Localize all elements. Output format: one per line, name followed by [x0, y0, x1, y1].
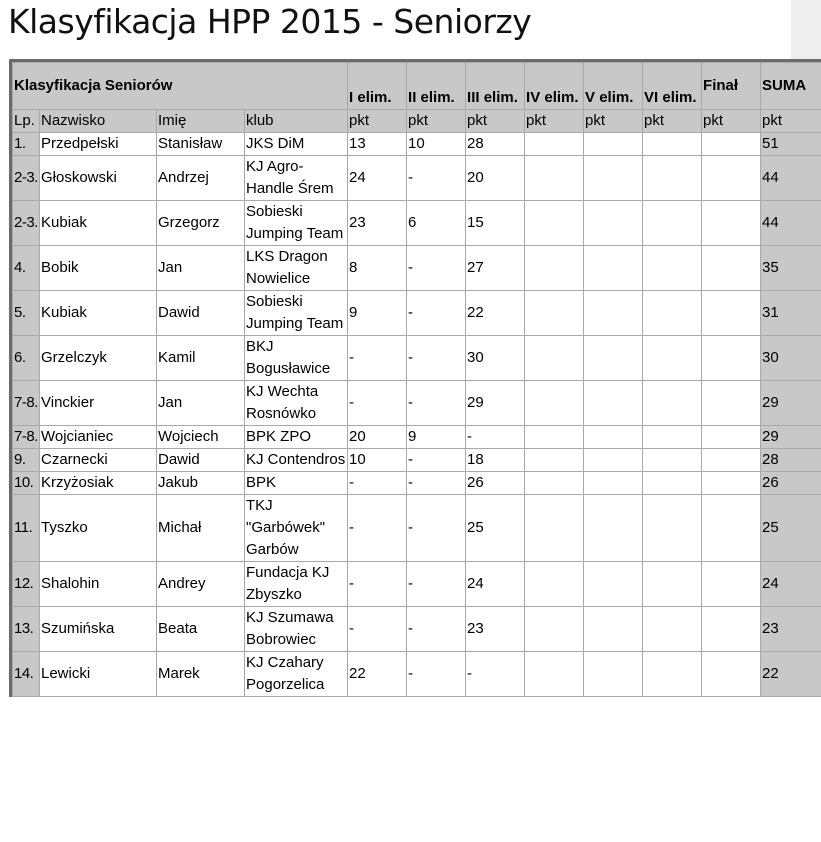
- subheader-imie: Imię: [157, 110, 245, 133]
- cell-final: [702, 652, 761, 697]
- cell-e3: 27: [466, 246, 525, 291]
- cell-klub: LKS Dragon Nowielice: [245, 246, 348, 291]
- cell-final: [702, 156, 761, 201]
- cell-e4: [525, 246, 584, 291]
- cell-e2: -: [407, 652, 466, 697]
- cell-e5: [584, 381, 643, 426]
- classification-table-wrapper: [9, 59, 821, 697]
- cell-e2: 10: [407, 133, 466, 156]
- cell-final: [702, 291, 761, 336]
- table-row: [13, 562, 821, 607]
- cell-e1: 9: [348, 291, 407, 336]
- cell-klub: KJ Czahary Pogorzelica: [245, 652, 348, 697]
- cell-lp: 13.: [13, 607, 40, 652]
- cell-final: [702, 133, 761, 156]
- cell-imie: Michał: [157, 495, 245, 562]
- cell-e1: -: [348, 562, 407, 607]
- col-header-e2: II elim.: [407, 63, 466, 110]
- cell-e4: [525, 652, 584, 697]
- cell-lp: 7-8.: [13, 381, 40, 426]
- col-header-e1: I elim.: [348, 63, 407, 110]
- col-header-e3: III elim.: [466, 63, 525, 110]
- cell-e3: 28: [466, 133, 525, 156]
- cell-e1: -: [348, 336, 407, 381]
- cell-e4: [525, 336, 584, 381]
- cell-imie: Grzegorz: [157, 201, 245, 246]
- cell-klub: BKJ Bogusławice: [245, 336, 348, 381]
- cell-lp: 14.: [13, 652, 40, 697]
- cell-imie: Andrzej: [157, 156, 245, 201]
- cell-e4: [525, 133, 584, 156]
- cell-e2: -: [407, 607, 466, 652]
- cell-lp: 9.: [13, 449, 40, 472]
- cell-nazwisko: Vinckier: [40, 381, 157, 426]
- table-row: [13, 246, 821, 291]
- cell-lp: 5.: [13, 291, 40, 336]
- col-header-e6: VI elim.: [643, 63, 702, 110]
- cell-e5: [584, 607, 643, 652]
- cell-e6: [643, 133, 702, 156]
- cell-suma: 26: [761, 472, 821, 495]
- cell-klub: BPK: [245, 472, 348, 495]
- cell-e5: [584, 495, 643, 562]
- subheader-pkt: pkt: [761, 110, 821, 133]
- cell-e5: [584, 562, 643, 607]
- cell-lp: 11.: [13, 495, 40, 562]
- cell-e3: -: [466, 652, 525, 697]
- cell-e5: [584, 336, 643, 381]
- cell-lp: 6.: [13, 336, 40, 381]
- header-row: [13, 63, 821, 110]
- cell-klub: Sobieski Jumping Team: [245, 291, 348, 336]
- cell-e1: 23: [348, 201, 407, 246]
- table-row: [13, 291, 821, 336]
- cell-nazwisko: Głoskowski: [40, 156, 157, 201]
- cell-nazwisko: Kubiak: [40, 201, 157, 246]
- cell-e6: [643, 495, 702, 562]
- cell-e4: [525, 562, 584, 607]
- page-title: Klasyfikacja HPP 2015 - Seniorzy: [8, 2, 532, 41]
- cell-imie: Jan: [157, 381, 245, 426]
- cell-suma: 51: [761, 133, 821, 156]
- cell-lp: 4.: [13, 246, 40, 291]
- table-row: [13, 472, 821, 495]
- cell-lp: 2-3.: [13, 201, 40, 246]
- cell-e3: 26: [466, 472, 525, 495]
- cell-final: [702, 381, 761, 426]
- col-header-e4: IV elim.: [525, 63, 584, 110]
- cell-final: [702, 472, 761, 495]
- cell-e6: [643, 562, 702, 607]
- cell-e3: 24: [466, 562, 525, 607]
- cell-e1: -: [348, 495, 407, 562]
- table-row: [13, 201, 821, 246]
- cell-e6: [643, 156, 702, 201]
- cell-e5: [584, 449, 643, 472]
- cell-e3: 23: [466, 607, 525, 652]
- cell-suma: 44: [761, 156, 821, 201]
- cell-nazwisko: Kubiak: [40, 291, 157, 336]
- cell-e1: 13: [348, 133, 407, 156]
- table-row: [13, 133, 821, 156]
- cell-e5: [584, 472, 643, 495]
- cell-imie: Dawid: [157, 291, 245, 336]
- cell-e6: [643, 449, 702, 472]
- cell-final: [702, 607, 761, 652]
- cell-e4: [525, 156, 584, 201]
- cell-klub: KJ Wechta Rosnówko: [245, 381, 348, 426]
- cell-final: [702, 449, 761, 472]
- side-panel: [791, 0, 821, 64]
- cell-e1: 22: [348, 652, 407, 697]
- cell-e4: [525, 201, 584, 246]
- table-row: [13, 607, 821, 652]
- cell-e3: 30: [466, 336, 525, 381]
- table-title: Klasyfikacja Seniorów: [13, 63, 348, 110]
- table-row: [13, 426, 821, 449]
- table-body: [13, 133, 821, 697]
- cell-klub: Fundacja KJ Zbyszko: [245, 562, 348, 607]
- cell-nazwisko: Przedpełski: [40, 133, 157, 156]
- cell-klub: JKS DiM: [245, 133, 348, 156]
- cell-e5: [584, 133, 643, 156]
- col-header-suma: SUMA: [761, 63, 821, 110]
- cell-nazwisko: Bobik: [40, 246, 157, 291]
- cell-e6: [643, 381, 702, 426]
- cell-e5: [584, 652, 643, 697]
- cell-final: [702, 562, 761, 607]
- cell-e6: [643, 607, 702, 652]
- cell-e4: [525, 449, 584, 472]
- subheader-klub: klub: [245, 110, 348, 133]
- cell-klub: Sobieski Jumping Team: [245, 201, 348, 246]
- cell-e3: 22: [466, 291, 525, 336]
- table-row: [13, 652, 821, 697]
- cell-klub: KJ Agro-Handle Śrem: [245, 156, 348, 201]
- cell-suma: 28: [761, 449, 821, 472]
- cell-imie: Andrey: [157, 562, 245, 607]
- cell-nazwisko: Grzelczyk: [40, 336, 157, 381]
- cell-e1: -: [348, 472, 407, 495]
- cell-e6: [643, 652, 702, 697]
- cell-imie: Jakub: [157, 472, 245, 495]
- cell-e1: 10: [348, 449, 407, 472]
- cell-imie: Wojciech: [157, 426, 245, 449]
- cell-klub: KJ Contendros: [245, 449, 348, 472]
- cell-e1: 24: [348, 156, 407, 201]
- cell-e6: [643, 201, 702, 246]
- table-row: [13, 449, 821, 472]
- cell-imie: Jan: [157, 246, 245, 291]
- cell-klub: BPK ZPO: [245, 426, 348, 449]
- cell-e6: [643, 291, 702, 336]
- cell-e5: [584, 201, 643, 246]
- cell-suma: 44: [761, 201, 821, 246]
- cell-e4: [525, 495, 584, 562]
- table-row: [13, 381, 821, 426]
- subheader-nazwisko: Nazwisko: [40, 110, 157, 133]
- cell-e5: [584, 246, 643, 291]
- cell-e5: [584, 156, 643, 201]
- cell-nazwisko: Tyszko: [40, 495, 157, 562]
- cell-e2: -: [407, 562, 466, 607]
- cell-final: [702, 201, 761, 246]
- cell-e3: -: [466, 426, 525, 449]
- cell-suma: 23: [761, 607, 821, 652]
- subheader-lp: Lp.: [13, 110, 40, 133]
- cell-lp: 12.: [13, 562, 40, 607]
- cell-e1: 8: [348, 246, 407, 291]
- cell-lp: 7-8.: [13, 426, 40, 449]
- cell-e2: -: [407, 381, 466, 426]
- cell-suma: 30: [761, 336, 821, 381]
- cell-suma: 29: [761, 381, 821, 426]
- classification-table: [12, 62, 821, 697]
- cell-e1: 20: [348, 426, 407, 449]
- cell-e2: -: [407, 336, 466, 381]
- cell-e2: -: [407, 246, 466, 291]
- cell-e4: [525, 426, 584, 449]
- cell-final: [702, 426, 761, 449]
- cell-e1: -: [348, 381, 407, 426]
- subheader-pkt: pkt: [643, 110, 702, 133]
- cell-klub: TKJ "Garbówek" Garbów: [245, 495, 348, 562]
- cell-nazwisko: Szumińska: [40, 607, 157, 652]
- cell-nazwisko: Wojcianiec: [40, 426, 157, 449]
- cell-lp: 2-3.: [13, 156, 40, 201]
- cell-suma: 29: [761, 426, 821, 449]
- subheader-row: [13, 110, 821, 133]
- cell-e6: [643, 426, 702, 449]
- cell-e3: 18: [466, 449, 525, 472]
- subheader-pkt: pkt: [702, 110, 761, 133]
- cell-e2: -: [407, 449, 466, 472]
- cell-suma: 35: [761, 246, 821, 291]
- cell-lp: 1.: [13, 133, 40, 156]
- cell-e2: -: [407, 291, 466, 336]
- cell-nazwisko: Czarnecki: [40, 449, 157, 472]
- cell-e2: -: [407, 472, 466, 495]
- cell-e3: 20: [466, 156, 525, 201]
- cell-lp: 10.: [13, 472, 40, 495]
- subheader-pkt: pkt: [525, 110, 584, 133]
- cell-e3: 25: [466, 495, 525, 562]
- cell-imie: Dawid: [157, 449, 245, 472]
- cell-final: [702, 495, 761, 562]
- subheader-pkt: pkt: [348, 110, 407, 133]
- cell-nazwisko: Krzyżosiak: [40, 472, 157, 495]
- cell-final: [702, 336, 761, 381]
- cell-final: [702, 246, 761, 291]
- table-row: [13, 156, 821, 201]
- cell-suma: 24: [761, 562, 821, 607]
- cell-e2: 6: [407, 201, 466, 246]
- cell-e4: [525, 472, 584, 495]
- cell-e5: [584, 426, 643, 449]
- cell-imie: Marek: [157, 652, 245, 697]
- subheader-pkt: pkt: [466, 110, 525, 133]
- cell-e1: -: [348, 607, 407, 652]
- cell-e2: 9: [407, 426, 466, 449]
- cell-klub: KJ Szumawa Bobrowiec: [245, 607, 348, 652]
- subheader-pkt: pkt: [407, 110, 466, 133]
- cell-e6: [643, 246, 702, 291]
- cell-imie: Stanisław: [157, 133, 245, 156]
- table-row: [13, 495, 821, 562]
- cell-e2: -: [407, 156, 466, 201]
- cell-e4: [525, 381, 584, 426]
- cell-e3: 15: [466, 201, 525, 246]
- cell-suma: 22: [761, 652, 821, 697]
- cell-imie: Kamil: [157, 336, 245, 381]
- table-row: [13, 336, 821, 381]
- cell-e6: [643, 472, 702, 495]
- cell-e4: [525, 291, 584, 336]
- subheader-pkt: pkt: [584, 110, 643, 133]
- cell-suma: 31: [761, 291, 821, 336]
- cell-e2: -: [407, 495, 466, 562]
- col-header-e5: V elim.: [584, 63, 643, 110]
- cell-e5: [584, 291, 643, 336]
- cell-e4: [525, 607, 584, 652]
- cell-e6: [643, 336, 702, 381]
- cell-suma: 25: [761, 495, 821, 562]
- col-header-final: Finał: [702, 63, 761, 110]
- cell-nazwisko: Shalohin: [40, 562, 157, 607]
- cell-e3: 29: [466, 381, 525, 426]
- cell-imie: Beata: [157, 607, 245, 652]
- cell-nazwisko: Lewicki: [40, 652, 157, 697]
